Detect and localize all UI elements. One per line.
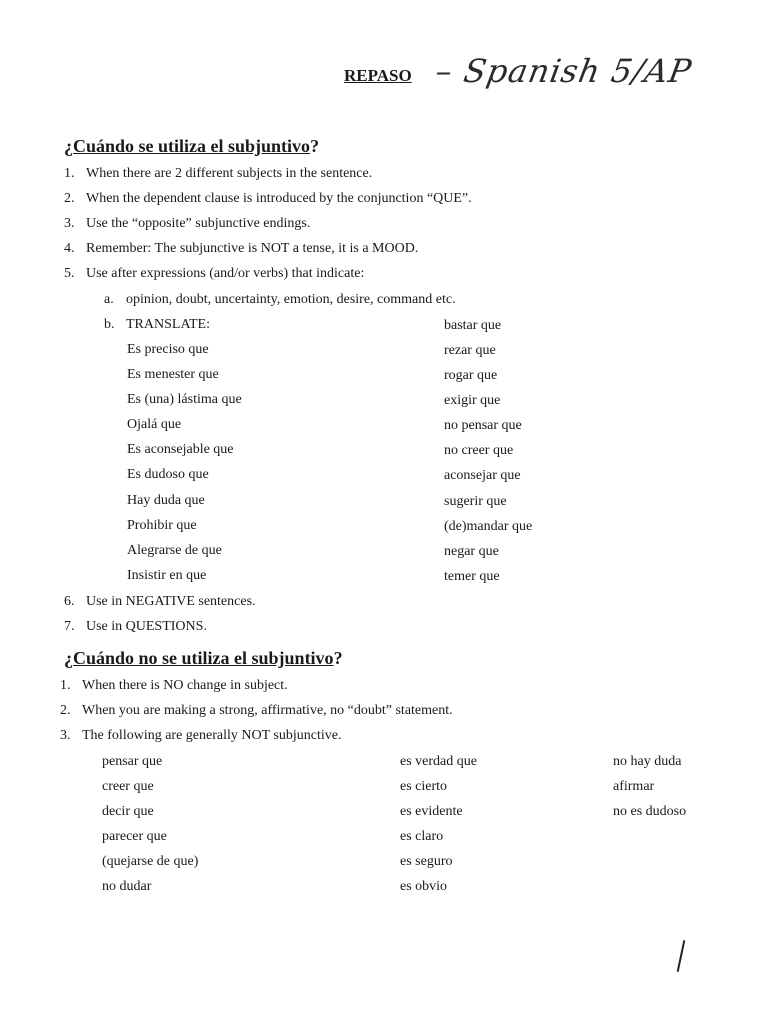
expression-left: Es aconsejable que: [127, 442, 234, 457]
expression-right: bastar que: [444, 318, 502, 333]
list-item: 5. Use after expressions (and/or verbs) that indicate:: [64, 266, 365, 281]
list-item: 2. When the dependent clause is introduced by the conjunction “QUE”.: [64, 191, 472, 206]
expression-right: temer que: [444, 569, 500, 584]
expression-right: no pensar que: [444, 418, 522, 433]
non-subjunctive-expression: no es dudoso: [613, 804, 687, 819]
expression-right: sugerir que: [444, 494, 507, 509]
list-item: 3. The following are generally NOT subjunctive.: [60, 728, 342, 743]
non-subjunctive-expression: decir que: [102, 804, 154, 819]
non-subjunctive-expression: pensar que: [102, 754, 163, 769]
expression-right: (de)mandar que: [444, 519, 533, 534]
expression-left: Insistir en que: [127, 568, 207, 583]
expression-left: Alegrarse de que: [127, 543, 222, 558]
non-subjunctive-expression: es seguro: [400, 854, 453, 869]
non-subjunctive-expression: no dudar: [102, 879, 152, 894]
expression-left: Ojalá que: [127, 417, 182, 432]
section1-heading: ¿Cuándo se utiliza el subjuntivo?: [64, 136, 320, 156]
expression-left: Hay duda que: [127, 493, 205, 508]
list-item: 4. Remember: The subjunctive is NOT a tense, it is a MOOD.: [64, 241, 419, 256]
expression-right: aconsejar que: [444, 468, 521, 483]
non-subjunctive-expression: es cierto: [400, 779, 448, 794]
page-title: REPASO: [344, 66, 412, 85]
sub-item-a: a. opinion, doubt, uncertainty, emotion, desire, command etc.: [104, 292, 456, 307]
list-item: 3. Use the “opposite” subjunctive endings.: [64, 216, 311, 231]
non-subjunctive-expression: parecer que: [102, 829, 167, 844]
section2-heading: ¿Cuándo no se utiliza el subjuntivo?: [64, 648, 343, 668]
non-subjunctive-expression: es evidente: [400, 804, 463, 819]
list-item: 2. When you are making a strong, affirmative, no “doubt” statement.: [60, 703, 453, 718]
expression-right: negar que: [444, 544, 499, 559]
expression-right: rogar que: [444, 368, 498, 383]
expression-right: exigir que: [444, 393, 501, 408]
handwritten-page-mark: [677, 940, 686, 972]
non-subjunctive-expression: afirmar: [613, 779, 655, 794]
list-item: 1. When there are 2 different subjects in the sentence.: [64, 166, 373, 181]
list-item: 7. Use in QUESTIONS.: [64, 619, 207, 634]
expression-left: Es dudoso que: [127, 467, 209, 482]
handwritten-note: – Spanish 5/AP: [432, 52, 695, 90]
non-subjunctive-expression: no hay duda: [613, 754, 682, 769]
expression-left: Es (una) lástima que: [127, 392, 242, 407]
expression-right: rezar que: [444, 343, 496, 358]
list-item: 1. When there is NO change in subject.: [60, 678, 288, 693]
non-subjunctive-expression: creer que: [102, 779, 154, 794]
non-subjunctive-expression: es obvio: [400, 879, 448, 894]
list-item: 6. Use in NEGATIVE sentences.: [64, 594, 256, 609]
non-subjunctive-expression: es claro: [400, 829, 444, 844]
non-subjunctive-expression: (quejarse de que): [102, 854, 199, 869]
expression-left: Es preciso que: [127, 342, 209, 357]
expression-left: Prohibir que: [127, 518, 197, 533]
expression-left: Es menester que: [127, 367, 219, 382]
sub-item-b: b. TRANSLATE:: [104, 317, 210, 332]
expression-right: no creer que: [444, 443, 514, 458]
non-subjunctive-expression: es verdad que: [400, 754, 477, 769]
